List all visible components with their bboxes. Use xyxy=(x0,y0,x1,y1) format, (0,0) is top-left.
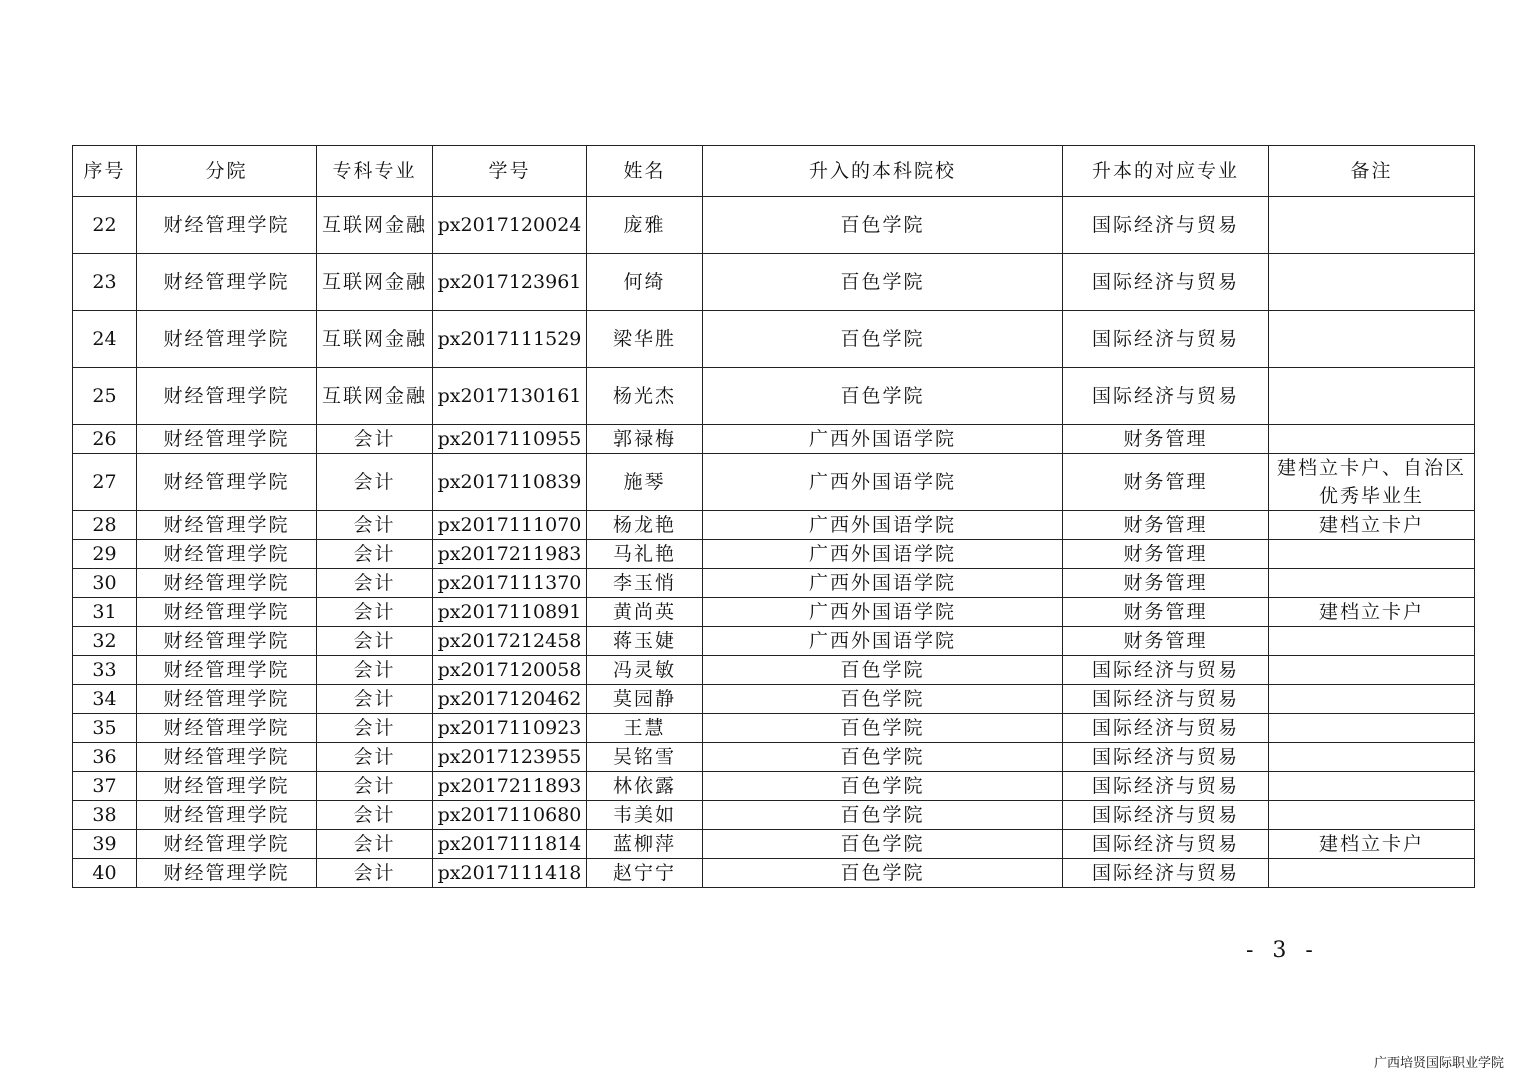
cell-name: 李玉悄 xyxy=(587,569,703,598)
cell-college: 财经管理学院 xyxy=(137,743,317,772)
cell-no: 30 xyxy=(73,569,137,598)
cell-student-id: px2017123961 xyxy=(433,254,587,311)
cell-major: 会计 xyxy=(317,540,433,569)
cell-college: 财经管理学院 xyxy=(137,368,317,425)
cell-student-id: px2017110680 xyxy=(433,801,587,830)
cell-university: 百色学院 xyxy=(703,197,1063,254)
cell-university: 广西外国语学院 xyxy=(703,454,1063,511)
cell-target-major: 国际经济与贸易 xyxy=(1063,772,1269,801)
table-row xyxy=(73,656,1475,685)
cell-target-major: 财务管理 xyxy=(1063,569,1269,598)
cell-name: 施琴 xyxy=(587,454,703,511)
header-note: 备注 xyxy=(1269,146,1475,197)
cell-university: 百色学院 xyxy=(703,801,1063,830)
cell-no: 34 xyxy=(73,685,137,714)
cell-name: 杨光杰 xyxy=(587,368,703,425)
cell-major: 会计 xyxy=(317,454,433,511)
cell-note: 建档立卡户 xyxy=(1269,511,1475,540)
cell-no: 33 xyxy=(73,656,137,685)
table-row xyxy=(73,454,1475,511)
cell-target-major: 国际经济与贸易 xyxy=(1063,656,1269,685)
cell-major: 会计 xyxy=(317,830,433,859)
cell-name: 王慧 xyxy=(587,714,703,743)
header-target-major: 升本的对应专业 xyxy=(1063,146,1269,197)
cell-note xyxy=(1269,627,1475,656)
cell-student-id: px2017110955 xyxy=(433,425,587,454)
cell-target-major: 财务管理 xyxy=(1063,627,1269,656)
header-college: 分院 xyxy=(137,146,317,197)
cell-major: 会计 xyxy=(317,772,433,801)
cell-name: 蒋玉婕 xyxy=(587,627,703,656)
cell-major: 会计 xyxy=(317,685,433,714)
cell-college: 财经管理学院 xyxy=(137,801,317,830)
table-row xyxy=(73,254,1475,311)
table-row xyxy=(73,569,1475,598)
cell-target-major: 国际经济与贸易 xyxy=(1063,254,1269,311)
cell-college: 财经管理学院 xyxy=(137,425,317,454)
cell-major: 会计 xyxy=(317,627,433,656)
cell-note xyxy=(1269,540,1475,569)
header-no: 序号 xyxy=(73,146,137,197)
cell-note xyxy=(1269,801,1475,830)
cell-name: 韦美如 xyxy=(587,801,703,830)
cell-university: 百色学院 xyxy=(703,859,1063,888)
cell-college: 财经管理学院 xyxy=(137,197,317,254)
cell-name: 庞雅 xyxy=(587,197,703,254)
cell-no: 35 xyxy=(73,714,137,743)
cell-student-id: px2017211983 xyxy=(433,540,587,569)
cell-note xyxy=(1269,311,1475,368)
cell-note xyxy=(1269,569,1475,598)
cell-student-id: px2017111370 xyxy=(433,569,587,598)
cell-student-id: px2017123955 xyxy=(433,743,587,772)
table-row xyxy=(73,627,1475,656)
cell-major: 互联网金融 xyxy=(317,311,433,368)
cell-note: 建档立卡户 xyxy=(1269,598,1475,627)
cell-college: 财经管理学院 xyxy=(137,569,317,598)
cell-university: 百色学院 xyxy=(703,714,1063,743)
cell-name: 黄尚英 xyxy=(587,598,703,627)
cell-student-id: px2017120462 xyxy=(433,685,587,714)
cell-college: 财经管理学院 xyxy=(137,830,317,859)
table-row xyxy=(73,685,1475,714)
cell-no: 24 xyxy=(73,311,137,368)
cell-note xyxy=(1269,743,1475,772)
header-major: 专科专业 xyxy=(317,146,433,197)
cell-university: 广西外国语学院 xyxy=(703,511,1063,540)
cell-note xyxy=(1269,859,1475,888)
cell-no: 36 xyxy=(73,743,137,772)
cell-college: 财经管理学院 xyxy=(137,627,317,656)
table-body xyxy=(73,197,1475,888)
cell-no: 39 xyxy=(73,830,137,859)
cell-no: 28 xyxy=(73,511,137,540)
cell-note xyxy=(1269,368,1475,425)
table-row xyxy=(73,801,1475,830)
cell-college: 财经管理学院 xyxy=(137,714,317,743)
cell-major: 互联网金融 xyxy=(317,197,433,254)
cell-target-major: 国际经济与贸易 xyxy=(1063,197,1269,254)
page-number: - 3 - xyxy=(1246,938,1319,963)
cell-name: 赵宁宁 xyxy=(587,859,703,888)
cell-no: 25 xyxy=(73,368,137,425)
cell-student-id: px2017211893 xyxy=(433,772,587,801)
cell-student-id: px2017212458 xyxy=(433,627,587,656)
cell-major: 会计 xyxy=(317,511,433,540)
cell-university: 百色学院 xyxy=(703,254,1063,311)
cell-no: 38 xyxy=(73,801,137,830)
cell-college: 财经管理学院 xyxy=(137,254,317,311)
cell-university: 广西外国语学院 xyxy=(703,569,1063,598)
cell-name: 郭禄梅 xyxy=(587,425,703,454)
cell-target-major: 财务管理 xyxy=(1063,598,1269,627)
cell-target-major: 国际经济与贸易 xyxy=(1063,743,1269,772)
cell-note: 建档立卡户 xyxy=(1269,830,1475,859)
cell-name: 马礼艳 xyxy=(587,540,703,569)
cell-college: 财经管理学院 xyxy=(137,454,317,511)
cell-university: 广西外国语学院 xyxy=(703,598,1063,627)
cell-student-id: px2017111418 xyxy=(433,859,587,888)
cell-university: 百色学院 xyxy=(703,743,1063,772)
cell-major: 会计 xyxy=(317,801,433,830)
cell-name: 林依露 xyxy=(587,772,703,801)
cell-target-major: 国际经济与贸易 xyxy=(1063,859,1269,888)
cell-name: 何绮 xyxy=(587,254,703,311)
cell-major: 会计 xyxy=(317,569,433,598)
cell-no: 40 xyxy=(73,859,137,888)
cell-target-major: 财务管理 xyxy=(1063,454,1269,511)
cell-no: 26 xyxy=(73,425,137,454)
cell-target-major: 财务管理 xyxy=(1063,540,1269,569)
cell-note xyxy=(1269,254,1475,311)
cell-university: 百色学院 xyxy=(703,685,1063,714)
cell-university: 百色学院 xyxy=(703,830,1063,859)
cell-university: 百色学院 xyxy=(703,368,1063,425)
cell-no: 32 xyxy=(73,627,137,656)
cell-college: 财经管理学院 xyxy=(137,540,317,569)
table-row xyxy=(73,311,1475,368)
cell-student-id: px2017120058 xyxy=(433,656,587,685)
cell-target-major: 国际经济与贸易 xyxy=(1063,368,1269,425)
cell-major: 互联网金融 xyxy=(317,254,433,311)
cell-name: 莫园静 xyxy=(587,685,703,714)
footer-organization: 广西培贤国际职业学院 xyxy=(1373,1056,1504,1071)
cell-university: 广西外国语学院 xyxy=(703,627,1063,656)
cell-student-id: px2017110923 xyxy=(433,714,587,743)
cell-note xyxy=(1269,656,1475,685)
cell-target-major: 财务管理 xyxy=(1063,425,1269,454)
cell-student-id: px2017120024 xyxy=(433,197,587,254)
cell-university: 广西外国语学院 xyxy=(703,540,1063,569)
cell-name: 吴铭雪 xyxy=(587,743,703,772)
cell-student-id: px2017110891 xyxy=(433,598,587,627)
cell-note xyxy=(1269,425,1475,454)
cell-name: 杨龙艳 xyxy=(587,511,703,540)
cell-name: 冯灵敏 xyxy=(587,656,703,685)
cell-major: 会计 xyxy=(317,598,433,627)
cell-major: 会计 xyxy=(317,859,433,888)
table-row xyxy=(73,368,1475,425)
cell-note xyxy=(1269,714,1475,743)
cell-college: 财经管理学院 xyxy=(137,685,317,714)
header-name: 姓名 xyxy=(587,146,703,197)
cell-no: 31 xyxy=(73,598,137,627)
table-row xyxy=(73,540,1475,569)
cell-no: 29 xyxy=(73,540,137,569)
cell-university: 百色学院 xyxy=(703,772,1063,801)
cell-major: 会计 xyxy=(317,714,433,743)
cell-major: 会计 xyxy=(317,743,433,772)
cell-university: 百色学院 xyxy=(703,311,1063,368)
cell-major: 会计 xyxy=(317,425,433,454)
cell-target-major: 国际经济与贸易 xyxy=(1063,801,1269,830)
table-row xyxy=(73,598,1475,627)
cell-no: 22 xyxy=(73,197,137,254)
table-row xyxy=(73,830,1475,859)
table-row xyxy=(73,425,1475,454)
cell-target-major: 财务管理 xyxy=(1063,511,1269,540)
cell-college: 财经管理学院 xyxy=(137,859,317,888)
cell-major: 会计 xyxy=(317,656,433,685)
cell-student-id: px2017111814 xyxy=(433,830,587,859)
table-row xyxy=(73,743,1475,772)
cell-name: 蓝柳萍 xyxy=(587,830,703,859)
cell-no: 27 xyxy=(73,454,137,511)
cell-college: 财经管理学院 xyxy=(137,598,317,627)
cell-student-id: px2017130161 xyxy=(433,368,587,425)
cell-note xyxy=(1269,772,1475,801)
student-table xyxy=(72,145,1475,888)
cell-student-id: px2017111070 xyxy=(433,511,587,540)
cell-target-major: 国际经济与贸易 xyxy=(1063,311,1269,368)
cell-target-major: 国际经济与贸易 xyxy=(1063,685,1269,714)
table-row xyxy=(73,859,1475,888)
table-row xyxy=(73,511,1475,540)
cell-note xyxy=(1269,685,1475,714)
table-row xyxy=(73,714,1475,743)
header-student-id: 学号 xyxy=(433,146,587,197)
cell-note xyxy=(1269,197,1475,254)
cell-no: 23 xyxy=(73,254,137,311)
cell-student-id: px2017110839 xyxy=(433,454,587,511)
cell-college: 财经管理学院 xyxy=(137,656,317,685)
cell-student-id: px2017111529 xyxy=(433,311,587,368)
cell-university: 百色学院 xyxy=(703,656,1063,685)
cell-college: 财经管理学院 xyxy=(137,772,317,801)
cell-target-major: 国际经济与贸易 xyxy=(1063,714,1269,743)
cell-no: 37 xyxy=(73,772,137,801)
cell-major: 互联网金融 xyxy=(317,368,433,425)
header-university: 升入的本科院校 xyxy=(703,146,1063,197)
table-header-row xyxy=(73,146,1475,197)
cell-note: 建档立卡户、自治区优秀毕业生 xyxy=(1269,454,1475,511)
cell-university: 广西外国语学院 xyxy=(703,425,1063,454)
cell-college: 财经管理学院 xyxy=(137,311,317,368)
cell-college: 财经管理学院 xyxy=(137,511,317,540)
table-row xyxy=(73,197,1475,254)
cell-name: 梁华胜 xyxy=(587,311,703,368)
cell-target-major: 国际经济与贸易 xyxy=(1063,830,1269,859)
table-row xyxy=(73,772,1475,801)
